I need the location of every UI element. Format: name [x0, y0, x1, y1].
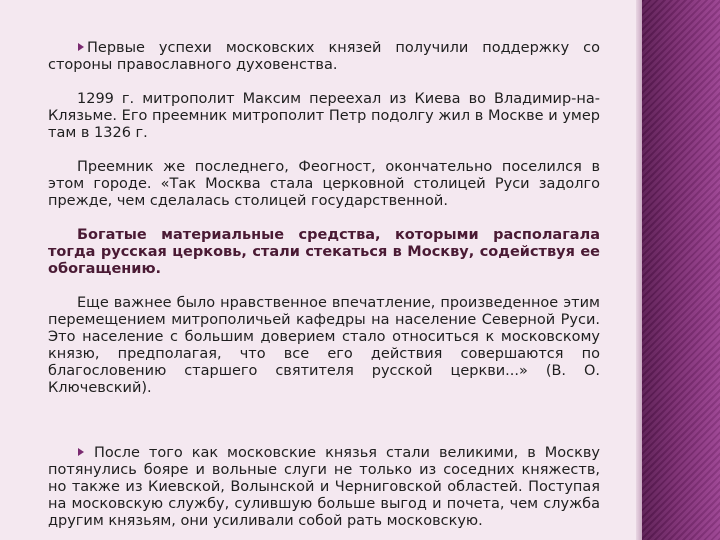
- paragraph-5: Еще важнее было нравственное впечатление, произведенное этим перемещением митрополичьей кафедры на население Северной Руси. Это население с большим доверием стало относиться к московскому князю, предполагая, что все его действия совершаются по благословению старшего святителя русской церкви...» (В. О. Ключевский).: [48, 295, 600, 396]
- decorative-side-band: [642, 0, 720, 540]
- paragraph-3: Преемник же последнего, Феогност, окончательно поселился в этом городе. «Так Москва стала церковной столицей Руси задолго прежде, чем сделалась столицей государственной.: [48, 159, 600, 209]
- paragraph-6: [48, 445, 600, 530]
- paragraph-1-text: Первые успехи московских князей получили поддержку со стороны православного духовенства.: [48, 40, 600, 73]
- bullet-arrow-icon: [78, 448, 84, 456]
- paragraph-6-text: После того как московские князья стали великими, в Москву потянулись бояре и вольные слуги не только из соседних княжеств, но также из Киевской, Волынской и Черниговской областей. Поступая на московскую службу, сулившую больше выгод и почета, чем служба другим князьям, они усиливали собой рать московскую.: [48, 445, 600, 529]
- text-content: [48, 40, 600, 530]
- paragraph-1: [48, 40, 600, 74]
- paragraph-4-bold: Богатые материальные средства, которыми располагала тогда русская церковь, стали стекаться в Москву, содействуя ее обогащению.: [48, 227, 600, 277]
- bullet-arrow-icon: [78, 43, 84, 51]
- paragraph-2: 1299 г. митрополит Максим переехал из Киева во Владимир-на-Клязьме. Его преемник митрополит Петр подолгу жил в Москве и умер там в 1326 г.: [48, 91, 600, 141]
